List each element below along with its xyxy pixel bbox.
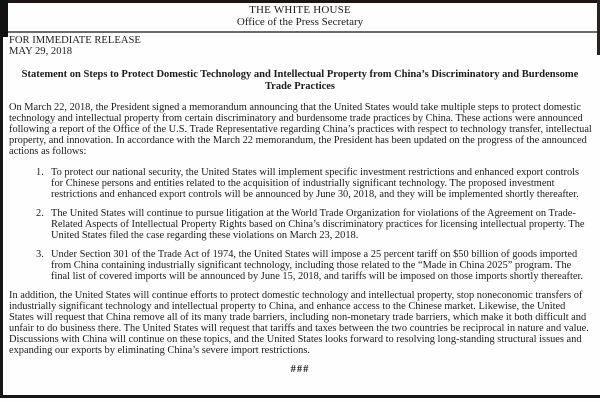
closing-paragraph: In addition, the United States will continue efforts to protect domestic technology and intellectual property, stop noneconomic transfers of industrially significant technology and intellectual property to China, and enhance access to the Chinese market. Likewise, the United States will request that China remove all of its many trade barriers, including non-monetary trade barriers, which make it both difficult and unfair to do business there. The United States will request that tariffs and taxes between the two countries be reciprocal in nature and value. Discussions with China will continue on these topics, and the United States looks forward to resolving long-standing structural issues and expanding our exports by eliminating China’s severe import restrictions. (9, 290, 589, 356)
end-mark: ### (290, 364, 310, 375)
scan-corner-artifact-top-left (0, 0, 8, 37)
scan-top-border (0, 0, 600, 3)
org-name: THE WHITE HOUSE (249, 4, 351, 16)
list-item (9, 167, 592, 200)
release-line: FOR IMMEDIATE RELEASE (9, 35, 141, 46)
office-name: Office of the Press Secretary (236, 16, 364, 28)
document-title: Statement on Steps to Protect Domestic Technology and Intellectual Property from China’s Discriminatory and Burdensome Trade Practices (21, 69, 579, 92)
list-item (9, 249, 592, 282)
intro-paragraph: On March 22, 2018, the President signed a memorandum announcing that the United States would take multiple steps to protect domestic technology and intellectual property from certain discriminatory and burdensome trade practices by China. These actions were announced following a report of the Office of the U.S. Trade Representative regarding China’s practices with respect to technology transfer, intellectual property, and innovation. In accordance with the March 22 memorandum, the President has been updated on the progress of the announced actions as follows: (9, 102, 592, 157)
action-list (9, 167, 592, 282)
list-item-number: 3. (36, 249, 44, 260)
list-item-text: To protect our national security, the United States will implement specific investment restrictions and enhanced export controls for Chinese persons and entities related to the acquisition of industrially significant technology. The proposed investment restrictions and enhanced export controls will be announced by June 30, 2018, and they will be implemented shortly thereafter. (51, 167, 580, 200)
list-item-text: Under Section 301 of the Trade Act of 1974, the United States will impose a 25 percent tariff on $50 billion of goods imported from China containing industrially significant technology, including those related to the “Made in China 2025” program. The final list of covered imports will be announced by June 15, 2018, and tariffs will be imposed on those imports shortly thereafter. (51, 249, 583, 282)
scan-left-border (0, 0, 3, 398)
document-header (0, 0, 600, 28)
list-item-number: 1. (36, 167, 44, 178)
release-date: MAY 29, 2018 (9, 46, 73, 57)
list-item (9, 208, 592, 241)
list-item-text: The United States will continue to pursue litigation at the World Trade Organization for violations of the Agreement on Trade-Related Aspects of Intellectual Property Rights based on China’s discriminatory practices for licensing intellectual property. The United States filed the case regarding these violations on March 23, 2018. (51, 208, 585, 241)
list-item-number: 2. (36, 208, 44, 219)
scan-bottom-border (0, 395, 600, 398)
release-block (0, 33, 600, 57)
